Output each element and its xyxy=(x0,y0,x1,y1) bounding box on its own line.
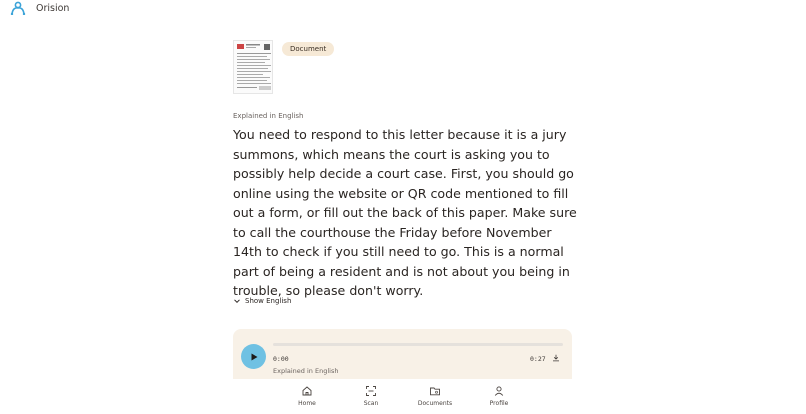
total-time: 0:27 xyxy=(530,355,546,363)
document-type-badge: Document xyxy=(282,42,334,56)
nav-label-scan: Scan xyxy=(363,400,379,407)
explanation-language-label: Explained in English xyxy=(233,112,304,120)
audio-player xyxy=(233,329,572,379)
folder-icon xyxy=(429,385,441,397)
nav-label-profile: Profile xyxy=(489,400,509,407)
app-name: Orision xyxy=(36,2,70,14)
nav-label-home: Home xyxy=(298,400,316,407)
top-bar xyxy=(10,0,69,16)
player-language-label: Explained in English xyxy=(273,367,339,375)
show-english-toggle[interactable] xyxy=(233,297,291,305)
nav-item-documents[interactable] xyxy=(403,379,467,414)
nav-item-home[interactable] xyxy=(275,379,339,414)
audio-progress-bar[interactable] xyxy=(273,343,563,346)
play-button[interactable] xyxy=(241,344,266,369)
nav-item-scan[interactable] xyxy=(339,379,403,414)
current-time: 0:00 xyxy=(273,355,289,363)
play-icon xyxy=(249,352,259,362)
download-icon[interactable] xyxy=(552,354,560,362)
chevron-down-icon xyxy=(233,297,241,305)
bottom-navigation xyxy=(0,379,806,414)
nav-label-documents: Documents xyxy=(417,400,453,407)
orision-logo-icon[interactable] xyxy=(10,1,26,15)
show-english-label: Show English xyxy=(245,297,292,305)
nav-item-profile[interactable] xyxy=(467,379,531,414)
home-icon xyxy=(301,385,313,397)
scan-icon xyxy=(365,385,377,397)
document-preview-graphic xyxy=(234,41,273,94)
explanation-text: You need to respond to this letter because it is a jury summons, which means the court is asking you to possibly help decide a court case. First, you should go online using the website or QR code mentioned to fill out a form, or fill out the back of this paper. Make sure to call the courthouse the Friday before November 14th to check if you still need to go. This is a normal part of being a resident and is not about you being in trouble, so please don't worry. xyxy=(233,127,577,298)
document-thumbnail[interactable] xyxy=(233,40,273,94)
user-icon xyxy=(493,385,505,397)
